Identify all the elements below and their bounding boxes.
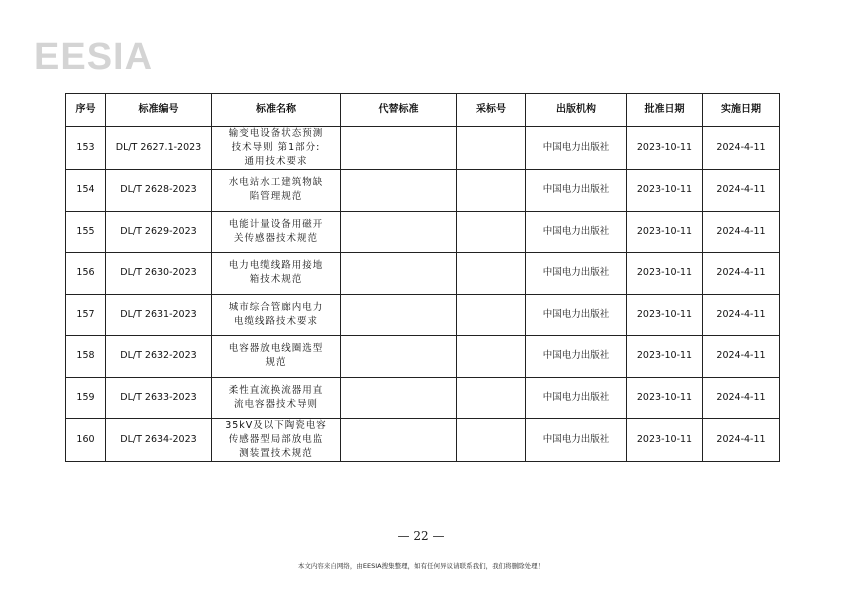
- eesia-logo: EESIA: [34, 36, 154, 78]
- cell-publisher: 中国电力出版社: [526, 419, 627, 462]
- cell-no: 153: [66, 127, 106, 170]
- cell-no: 158: [66, 336, 106, 378]
- cell-replaces: [341, 127, 457, 170]
- name-line: 城市综合管廊内电力: [228, 301, 324, 313]
- cell-code: DL/T 2631-2023: [106, 294, 212, 336]
- cell-code: DL/T 2628-2023: [106, 170, 212, 212]
- cell-publisher: 中国电力出版社: [526, 377, 627, 419]
- table-body: [66, 127, 780, 462]
- cell-effective: 2024-4-11: [703, 336, 780, 378]
- cell-publisher: 中国电力出版社: [526, 336, 627, 378]
- cell-adopted: [457, 127, 526, 170]
- cell-name: [212, 127, 341, 170]
- cell-no: 154: [66, 170, 106, 212]
- cell-approved: 2023-10-11: [627, 170, 703, 212]
- table-row: [66, 336, 780, 378]
- cell-adopted: [457, 419, 526, 462]
- table-row: [66, 170, 780, 212]
- name-line: 陷管理规范: [249, 191, 303, 203]
- cell-effective: 2024-4-11: [703, 170, 780, 212]
- cell-publisher: 中国电力出版社: [526, 127, 627, 170]
- name-line: 测装置技术规范: [239, 448, 313, 459]
- cell-effective: 2024-4-11: [703, 377, 780, 419]
- name-line: 柔性直流换流器用直: [228, 384, 324, 396]
- header-name: 标准名称: [212, 94, 341, 127]
- name-line: 技术导则 第1部分:: [231, 142, 321, 153]
- cell-code: DL/T 2634-2023: [106, 419, 212, 462]
- cell-code: DL/T 2630-2023: [106, 253, 212, 295]
- cell-code: DL/T 2627.1-2023: [106, 127, 212, 170]
- cell-effective: 2024-4-11: [703, 419, 780, 462]
- cell-replaces: [341, 211, 457, 253]
- standards-table: [65, 93, 780, 462]
- name-line: 箱技术规范: [249, 274, 303, 286]
- header-adopted: 采标号: [457, 94, 526, 127]
- cell-approved: 2023-10-11: [627, 253, 703, 295]
- cell-code: DL/T 2632-2023: [106, 336, 212, 378]
- cell-approved: 2023-10-11: [627, 419, 703, 462]
- cell-name: [212, 211, 341, 253]
- cell-adopted: [457, 336, 526, 378]
- header-replaces: 代替标准: [341, 94, 457, 127]
- name-line: 35kV及以下陶瓷电容: [225, 420, 327, 431]
- name-line: 流电容器技术导则: [233, 398, 318, 410]
- table-row: [66, 127, 780, 170]
- name-line: 传感器型局部放电监: [228, 434, 324, 445]
- cell-adopted: [457, 211, 526, 253]
- cell-effective: 2024-4-11: [703, 253, 780, 295]
- cell-publisher: 中国电力出版社: [526, 211, 627, 253]
- cell-no: 159: [66, 377, 106, 419]
- page-number: — 22 —: [397, 529, 445, 543]
- table-row: [66, 211, 780, 253]
- name-line: 输变电设备状态预测: [228, 128, 324, 139]
- cell-publisher: 中国电力出版社: [526, 253, 627, 295]
- cell-replaces: [341, 336, 457, 378]
- header-publisher: 出版机构: [526, 94, 627, 127]
- name-line: 电容器放电线圈选型: [228, 343, 324, 355]
- cell-adopted: [457, 377, 526, 419]
- cell-name: [212, 336, 341, 378]
- table-row: [66, 253, 780, 295]
- cell-effective: 2024-4-11: [703, 211, 780, 253]
- cell-code: DL/T 2629-2023: [106, 211, 212, 253]
- cell-name: [212, 294, 341, 336]
- cell-replaces: [341, 419, 457, 462]
- header-no: 序号: [66, 94, 106, 127]
- cell-adopted: [457, 294, 526, 336]
- cell-adopted: [457, 170, 526, 212]
- cell-effective: 2024-4-11: [703, 127, 780, 170]
- header-effective: 实施日期: [703, 94, 780, 127]
- cell-publisher: 中国电力出版社: [526, 294, 627, 336]
- header-approved: 批准日期: [627, 94, 703, 127]
- cell-no: 155: [66, 211, 106, 253]
- table-row: [66, 419, 780, 462]
- name-line: 电缆线路技术要求: [233, 315, 318, 327]
- cell-name: [212, 170, 341, 212]
- cell-code: DL/T 2633-2023: [106, 377, 212, 419]
- cell-name: [212, 253, 341, 295]
- name-line: 水电站水工建筑物缺: [228, 177, 324, 189]
- table-row: [66, 294, 780, 336]
- cell-replaces: [341, 170, 457, 212]
- table-row: [66, 377, 780, 419]
- cell-adopted: [457, 253, 526, 295]
- name-line: 电能计量设备用磁开: [228, 218, 324, 230]
- cell-approved: 2023-10-11: [627, 294, 703, 336]
- name-line: 规范: [265, 357, 287, 369]
- cell-name: [212, 419, 341, 462]
- cell-replaces: [341, 253, 457, 295]
- cell-approved: 2023-10-11: [627, 336, 703, 378]
- cell-approved: 2023-10-11: [627, 211, 703, 253]
- cell-publisher: 中国电力出版社: [526, 170, 627, 212]
- name-line: 关传感器技术规范: [233, 232, 318, 244]
- footer-note: 本文内容来自网络，由EESIA搜集整理，如有任何异议请联系我们，我们将删除处理！: [297, 562, 545, 570]
- cell-approved: 2023-10-11: [627, 127, 703, 170]
- cell-name: [212, 377, 341, 419]
- cell-approved: 2023-10-11: [627, 377, 703, 419]
- cell-replaces: [341, 294, 457, 336]
- name-line: 电力电缆线路用接地: [228, 260, 324, 272]
- table-header-row: [66, 94, 780, 127]
- cell-no: 160: [66, 419, 106, 462]
- header-code: 标准编号: [106, 94, 212, 127]
- name-line: 通用技术要求: [244, 156, 308, 167]
- cell-no: 157: [66, 294, 106, 336]
- cell-effective: 2024-4-11: [703, 294, 780, 336]
- cell-replaces: [341, 377, 457, 419]
- cell-no: 156: [66, 253, 106, 295]
